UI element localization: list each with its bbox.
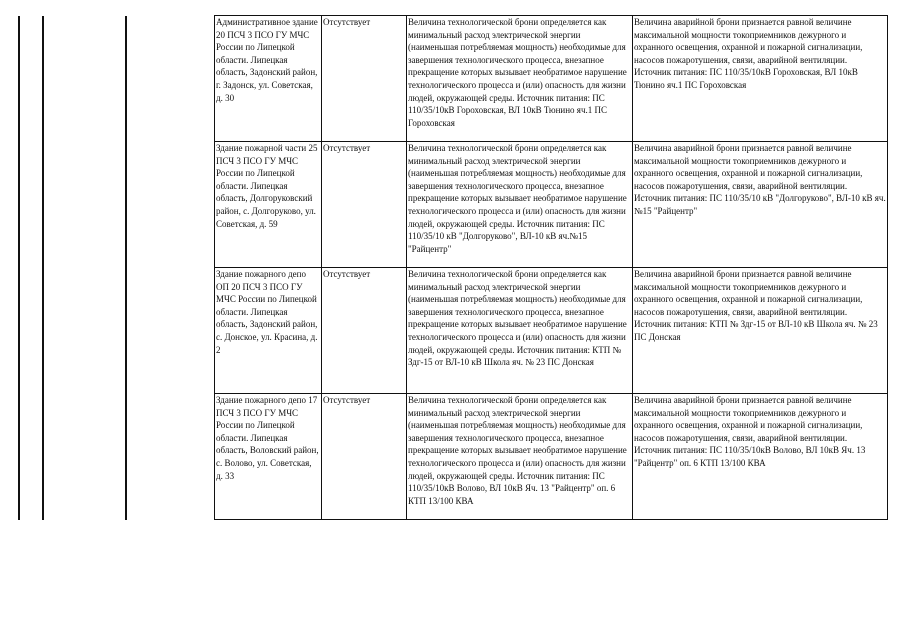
table-row	[215, 268, 888, 394]
object-cell: Здание пожарной части 25 ПСЧ 3 ПСО ГУ МЧС России по Липецкой области. Липецкая область, Долгоруковский район, с. Долгоруково, ул. Советская, д. 59	[215, 142, 322, 268]
tech-reserve-cell: Величина технологической брони определяется как минимальный расход электрической энергии (наименьшая потребляемая мощность) необходимые для завершения технологического процесса, внезапное прекращение которых вызывает необратимое нарушение технологического процесса и (или) опасность для жизни людей, окружающей среды. Источник питания: ПС 110/35/10кВ Волово, ВЛ 10кВ Яч. 13 "Райцентр" оп. 6 КТП 13/100 КВА	[407, 394, 633, 520]
status-cell: Отсутствует	[322, 268, 407, 394]
object-cell: Здание пожарного депо ОП 20 ПСЧ 3 ПСО ГУ МЧС России по Липецкой области. Липецкая область, Задонский район, с. Донское, ул. Красина, д. 2	[215, 268, 322, 394]
emergency-reserve-cell: Величина аварийной брони признается равной величине максимальной мощности токоприемников дежурного и охранного освещения, охранной и пожарной сигнализации, насосов пожаротушения, связи, аварийной вентиляции. Источник питания: ПС 110/35/10кВ Волово, ВЛ 10кВ Яч. 13 "Райцентр" оп. 6 КТП 13/100 КВА	[633, 394, 888, 520]
left-margin-rule-3	[125, 16, 127, 520]
tech-reserve-cell: Величина технологической брони определяется как минимальный расход электрической энергии (наименьшая потребляемая мощность) необходимые для завершения технологического процесса, внезапное прекращение которых вызывает необратимое нарушение технологического процесса и (или) опасность для жизни людей, окружающей среды. Источник питания: ПС 110/35/10кВ Гороховская, ВЛ 10кВ Тюнино яч.1 ПС Гороховская	[407, 16, 633, 142]
left-margin-rule-1	[18, 16, 20, 520]
table-row	[215, 142, 888, 268]
reserve-table-body	[215, 16, 888, 520]
tech-reserve-cell: Величина технологической брони определяется как минимальный расход электрической энергии (наименьшая потребляемая мощность) необходимые для завершения технологического процесса, внезапное прекращение которых вызывает необратимое нарушение технологического процесса и (или) опасность для жизни людей, окружающей среды. Источник питания: КТП № Здг-15 от ВЛ-10 кВ Школа яч. № 23 ПС Донская	[407, 268, 633, 394]
object-cell: Здание пожарного депо 17 ПСЧ 3 ПСО ГУ МЧС России по Липецкой области. Липецкая область, Воловский район, с. Волово, ул. Советская, д. 33	[215, 394, 322, 520]
emergency-reserve-cell: Величина аварийной брони признается равной величине максимальной мощности токоприемников дежурного и охранного освещения, охранной и пожарной сигнализации, насосов пожаротушения, связи, аварийной вентиляции. Источник питания: КТП № Здг-15 от ВЛ-10 кВ Школа яч. № 23 ПС Донская	[633, 268, 888, 394]
emergency-reserve-cell: Величина аварийной брони признается равной величине максимальной мощности токоприемников дежурного и охранного освещения, охранной и пожарной сигнализации, насосов пожаротушения, связи, аварийной вентиляции. Источник питания: ПС 110/35/10кВ Гороховская, ВЛ 10кВ Тюнино яч.1 ПС Гороховская	[633, 16, 888, 142]
status-cell: Отсутствует	[322, 394, 407, 520]
tech-reserve-cell: Величина технологической брони определяется как минимальный расход электрической энергии (наименьшая потребляемая мощность) необходимые для завершения технологического процесса, внезапное прекращение которых вызывает необратимое нарушение технологического процесса и (или) опасность для жизни людей, окружающей среды. Источник питания: ПС 110/35/10 кВ "Долгоруково", ВЛ-10 кВ яч.№15 "Райцентр"	[407, 142, 633, 268]
reserve-table	[214, 15, 888, 520]
emergency-reserve-cell: Величина аварийной брони признается равной величине максимальной мощности токоприемников дежурного и охранного освещения, охранной и пожарной сигнализации, насосов пожаротушения, связи, аварийной вентиляции. Источник питания: ПС 110/35/10 кВ "Долгоруково", ВЛ-10 кВ яч.№15 "Райцентр"	[633, 142, 888, 268]
table-row	[215, 16, 888, 142]
object-cell: Административное здание 20 ПСЧ 3 ПСО ГУ МЧС России по Липецкой области. Липецкая область, Задонский район, г. Задонск, ул. Советская, д. 30	[215, 16, 322, 142]
status-cell: Отсутствует	[322, 142, 407, 268]
left-margin-rule-2	[42, 16, 44, 520]
status-cell: Отсутствует	[322, 16, 407, 142]
table-row	[215, 394, 888, 520]
